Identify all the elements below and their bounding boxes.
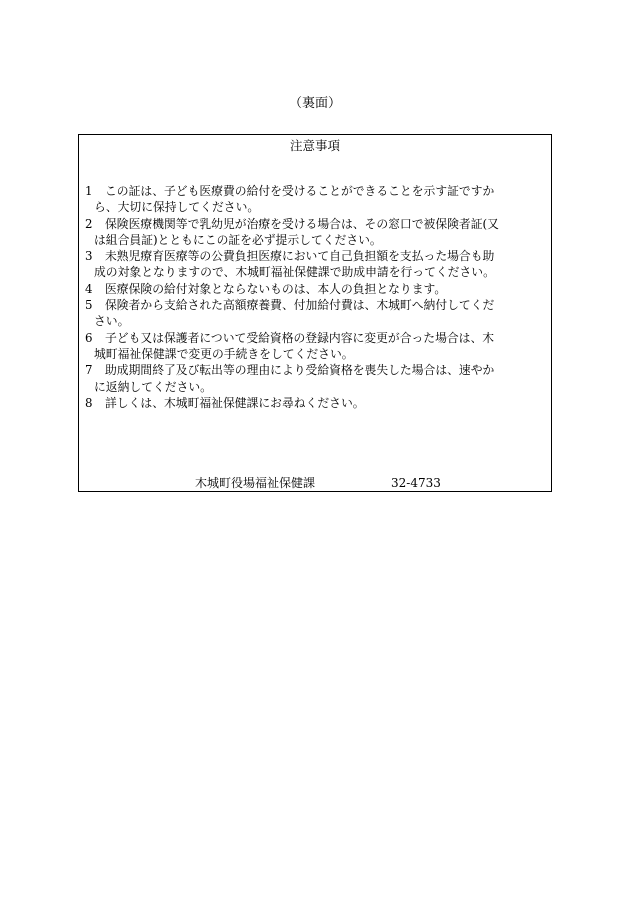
notice-item bbox=[85, 281, 547, 297]
footer-office-name: 木城町役場福祉保健課 bbox=[195, 476, 316, 490]
notice-item bbox=[85, 330, 547, 363]
notice-item-text-line1: 子ども又は保護者について受給資格の登録内容に変更が合った場合は、木 bbox=[105, 330, 495, 345]
notice-item-text-line2: は組合員証)とともにこの証を必ず提示してください。 bbox=[94, 232, 382, 247]
notice-item-number: 2 bbox=[85, 216, 93, 231]
notice-item bbox=[85, 248, 547, 281]
notice-item-text-line1: 医療保険の給付対象とならないものは、本人の負担となります。 bbox=[105, 281, 447, 296]
notice-title: 注意事項 bbox=[289, 138, 340, 153]
notice-item-number: 5 bbox=[85, 298, 93, 313]
notice-item bbox=[85, 216, 547, 249]
notice-item bbox=[85, 362, 547, 395]
notice-item-number: 7 bbox=[85, 363, 93, 378]
notice-item-text-line2: ら、大切に保持してください。 bbox=[94, 200, 260, 215]
notice-item-text-line2: 成の対象となりますので、木城町福祉保健課で助成申請を行ってください。 bbox=[94, 265, 495, 280]
notice-item-number: 6 bbox=[85, 330, 93, 345]
notice-list bbox=[85, 183, 547, 411]
notice-item-text-line1: この証は、子ども医療費の給付を受けることができることを示す証ですか bbox=[105, 184, 495, 198]
footer-phone-number: 32-4733 bbox=[391, 476, 441, 490]
notice-item-text-line1: 保険者から支給された高額療養費、付加給付費は、木城町へ納付してくだ bbox=[105, 298, 495, 313]
notice-item-number: 1 bbox=[85, 184, 93, 198]
notice-item bbox=[85, 395, 547, 411]
notice-box bbox=[78, 134, 552, 492]
notice-item-text-line2: に返納してください。 bbox=[94, 379, 212, 394]
notice-item bbox=[85, 297, 547, 330]
notice-item-text-line1: 保険医療機関等で乳幼児が治療を受ける場合は、その窓口で被保険者証(又 bbox=[105, 216, 499, 231]
page-side-label: （裏面） bbox=[288, 96, 341, 111]
notice-item-text-line1: 助成期間終了及び転出等の理由により受給資格を喪失した場合は、速やか bbox=[105, 363, 495, 378]
notice-item-text-line2: さい。 bbox=[94, 314, 130, 329]
notice-item-text-line1: 未熟児療育医療等の公費負担医療において自己負担額を支払った場合も助 bbox=[105, 249, 495, 264]
notice-item-number: 3 bbox=[85, 249, 93, 264]
notice-item-text-line1: 詳しくは、木城町福祉保健課にお尋ねください。 bbox=[105, 395, 365, 410]
notice-item bbox=[85, 183, 547, 216]
notice-item-number: 8 bbox=[85, 395, 93, 410]
notice-item-text-line2: 城町福祉保健課で変更の手続きをしてください。 bbox=[94, 346, 354, 361]
notice-item-number: 4 bbox=[85, 281, 93, 296]
